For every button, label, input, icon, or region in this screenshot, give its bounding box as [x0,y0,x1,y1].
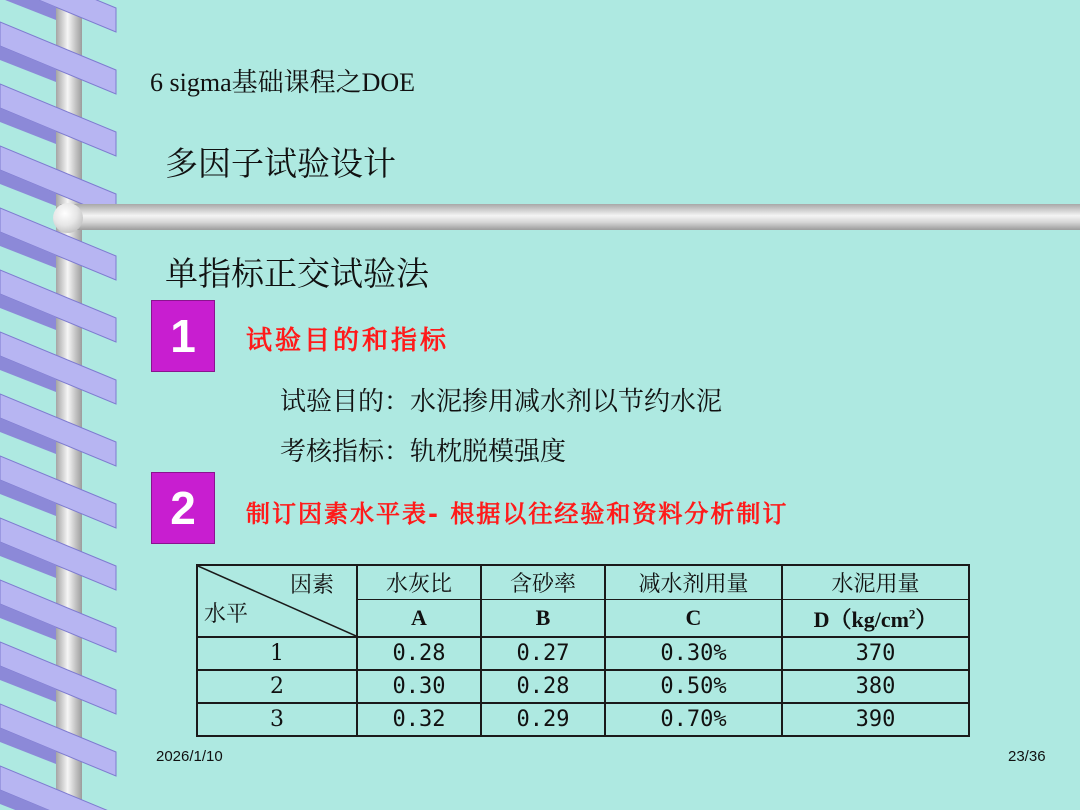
value-cell: 0.27 [481,637,605,670]
value-cell: 370 [782,637,969,670]
table-row [197,637,969,670]
factor-level-table [196,564,970,737]
value-cell: 0.50% [605,670,782,703]
horizontal-divider-bar [60,204,1080,230]
course-title: 6 sigma基础课程之DOE [150,68,416,97]
value-cell: 390 [782,703,969,736]
value-cell: 0.30% [605,637,782,670]
level-cell: 3 [197,703,357,736]
corner-level-label: 水平 [204,602,249,627]
table-row [197,703,969,736]
column-header-code: A [357,600,481,637]
unit-superscript: 2 [908,606,916,622]
value-cell: 0.29 [481,703,605,736]
purpose-line: 试验目的：水泥掺用减水剂以节约水泥 [280,387,723,417]
step-1-heading: 试验目的和指标 [246,326,450,356]
decorative-ribbon [0,0,120,810]
value-cell: 380 [782,670,969,703]
column-header-name: 减水剂用量 [605,565,782,600]
column-header-code: B [481,600,605,637]
column-header-code [782,600,969,637]
column-header-code-tail: ） [915,606,938,632]
column-header-code: C [605,600,782,637]
value-cell: 0.28 [481,670,605,703]
corner-factor-label: 因素 [289,573,334,598]
step-2-heading: 制订因素水平表- 根据以往经验和资料分析制订 [246,500,789,528]
footer-page-number: 23/36 [1008,748,1046,765]
table-row [197,670,969,703]
step-1-number-badge: 1 [151,300,215,372]
divider-knob [53,203,83,233]
step-2-number-badge: 2 [151,472,215,544]
value-cell: 0.28 [357,637,481,670]
column-header-name: 含砂率 [481,565,605,600]
value-cell: 0.30 [357,670,481,703]
level-cell: 1 [197,637,357,670]
column-header-code-main: D（kg/cm [813,606,909,632]
column-header-name: 水泥用量 [782,565,969,600]
indicator-line: 考核指标：轨枕脱模强度 [280,437,567,467]
footer-date: 2026/1/10 [156,748,223,765]
value-cell: 0.32 [357,703,481,736]
value-cell: 0.70% [605,703,782,736]
table-corner-cell [197,565,357,637]
level-cell: 2 [197,670,357,703]
section-title: 多因子试验设计 [165,144,396,183]
column-header-name: 水灰比 [357,565,481,600]
sub-title: 单指标正交试验法 [165,254,429,293]
